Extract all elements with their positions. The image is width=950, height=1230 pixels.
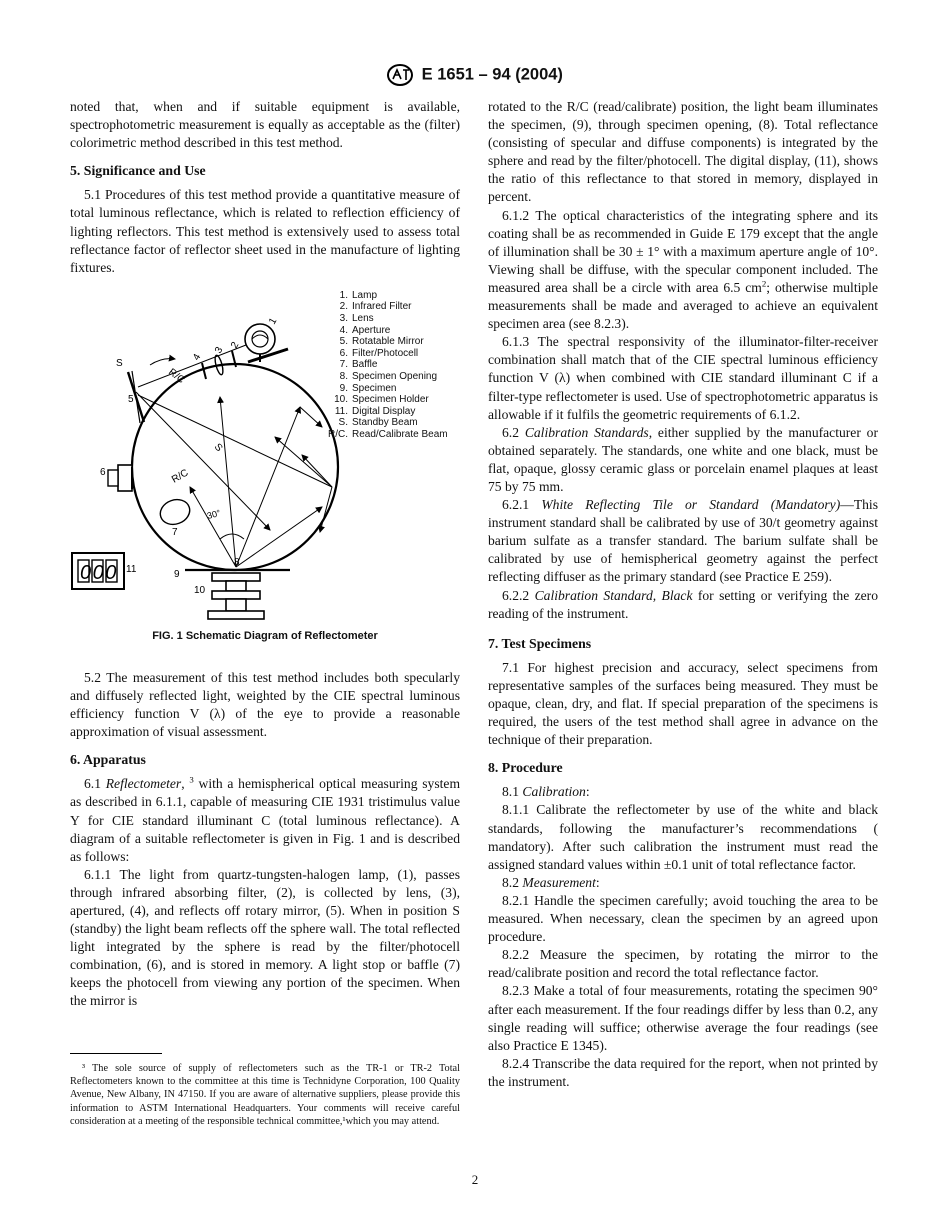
legend-item <box>328 359 448 371</box>
label-4: 4 <box>191 352 204 363</box>
page-header <box>0 64 950 86</box>
figure-caption: FIG. 1 Schematic Diagram of Reflectometer <box>152 629 378 642</box>
paragraph: noted that, when and if suitable equipment is available, spectrophotometric measurement is equally as acceptable as the (filter) colorimetric method described in this test method. <box>70 99 460 151</box>
legend-item <box>328 383 448 395</box>
legend-number: 3. <box>339 313 348 325</box>
paragraph: 8.2.3 Make a total of four measurements, rotating the specimen 90° after each measurement. If the four readings differ by less than 0.2, any single reading will suffice; otherwise average the four readings (see also Practice E 1345). <box>488 983 878 1053</box>
legend-label: Aperture <box>352 324 391 336</box>
legend-item <box>328 406 448 418</box>
legend-item <box>328 301 448 313</box>
astm-logo-icon <box>387 64 413 86</box>
paragraph: 8.2 Measurement: <box>502 874 600 890</box>
footnote-divider <box>70 1053 162 1054</box>
section-heading: 8. Procedure <box>488 760 563 776</box>
legend-item <box>328 325 448 337</box>
legend-number: 4. <box>339 324 348 336</box>
label-2: 2 <box>229 340 242 351</box>
paragraph: 6.2.2 Calibration Standard, Black for setting or verifying the zero reading of the instrument. <box>488 587 879 621</box>
display-readout: 000 <box>80 561 118 584</box>
paragraph: 8.2.2 Measure the specimen, by rotating the mirror to the read/calibrate position and record the total reflectance factor. <box>488 947 878 981</box>
legend-label: Baffle <box>352 359 378 371</box>
label-11: 11 <box>126 563 137 575</box>
label-angle: 30° <box>205 507 222 521</box>
legend-item <box>328 290 448 302</box>
legend-item <box>328 429 448 441</box>
legend-label: Digital Display <box>352 405 416 417</box>
legend-item <box>328 417 448 429</box>
legend-number: 6. <box>339 347 348 359</box>
legend-number: R/C. <box>328 428 348 440</box>
label-10: 10 <box>194 584 206 596</box>
right-column <box>488 98 878 1091</box>
legend-label: Filter/Photocell <box>352 347 419 359</box>
left-column <box>70 98 460 1011</box>
paragraph: 5.1 Procedures of this test method provide a quantitative measure of total luminous reflectance, which is related to reflection efficiency of lighting reflectors. This test method is extensively used to assess total reflectance factor of reflector sheet used in the manufacture of lighting fixtures. <box>70 187 460 275</box>
paragraph: 8.2.1 Handle the specimen carefully; avoid touching the area to be measured. When necessary, clean the specimen by an agreed upon procedure. <box>488 892 878 945</box>
legend-number: 1. <box>339 289 348 301</box>
legend-label: Standby Beam <box>352 417 418 429</box>
label-6: 6 <box>100 466 106 478</box>
paragraph: 5.2 The measurement of this test method includes both specularly and diffusely reflected light, weighted by the CIE spectral luminous efficiency function V (λ) of the eye to provide a reasonable approximation of visual assessment. <box>70 669 460 740</box>
section-heading: 5. Significance and Use <box>70 163 206 179</box>
legend-label: Lens <box>352 313 374 325</box>
paragraph: 6.2 Calibration Standards, either supplied by the manufacturer or obtained separately. The standards, one white and one black, must be flat, opaque, glossy ceramic glass or porcelain enamel plaques at least 75 by 75 mm. <box>488 424 879 494</box>
paragraph: 6.2.1 White Reflecting Tile or Standard (Mandatory)—This instrument standard shall be calibrated by use of 30/t geometry against barium sulfate as a transfer standard. The barium sulfate shall be calibrated by use of hemispherical geometry against the perfect reflecting diffuser as the primary standard (see Practice E 259). <box>488 497 878 585</box>
legend-number: 11. <box>334 405 348 417</box>
label-rc-beam: R/C <box>170 467 191 486</box>
legend-item <box>328 348 448 360</box>
designation: E 1651 – 94 (2004) <box>421 65 563 84</box>
figure-reflectometer <box>70 287 460 657</box>
label-rc: R/C <box>166 366 187 386</box>
label-1: 1 <box>267 316 280 327</box>
legend-number: 2. <box>339 301 348 313</box>
legend-label: Read/Calibrate Beam <box>352 428 448 440</box>
legend-number: 10. <box>334 394 348 406</box>
label-9: 9 <box>174 568 180 580</box>
legend-label: Specimen Holder <box>352 394 429 406</box>
label-8: 8 <box>234 556 240 568</box>
label-s-beam: S <box>211 441 225 454</box>
legend-label: Specimen Opening <box>352 371 438 382</box>
footnote: ³ The sole source of supply of reflectometers such as the TR-1 or TR-2 Total Reflectometers known to the committee at this time is Technidyne Corporation, 100 Quality Avenue, New Albany, IN 47150. If you are aware of alternative suppliers, please provide this information to ASTM International Headquarters. Your comments will receive careful consideration at a meeting of the responsible technical committee,¹which you may attend. <box>70 1063 460 1127</box>
legend-number: S. <box>338 417 348 429</box>
legend-label: Rotatable Mirror <box>352 336 424 348</box>
paragraph: rotated to the R/C (read/calibrate) position, the light beam illuminates the specimen, (9), through specimen opening, (8). Total reflectance (consisting of specular and diffuse components) is integrated by the sphere and read by the filter/photocell. The digital display, (11), shows the ratio of this reflectance to that stored in memory, displayed in percent. <box>488 99 878 205</box>
paragraph: 7.1 For highest precision and accuracy, select specimens from representative samples of the surfaces being measured. They must be opaque, clean, dry, and flat. If special preparation of the specimens is required, the users of the test method shall agree in advance on the technique of their preparation. <box>488 659 878 748</box>
label-s: S <box>116 357 123 369</box>
legend-label: Lamp <box>352 289 378 301</box>
legend-number: 5. <box>339 336 348 348</box>
section-heading: 6. Apparatus <box>70 752 146 768</box>
legend-item <box>328 313 448 325</box>
section-heading: 7. Test Specimens <box>488 635 592 651</box>
label-5: 5 <box>128 393 134 405</box>
legend-item <box>328 371 448 383</box>
label-3: 3 <box>213 345 226 356</box>
paragraph: 6.1.1 The light from quartz-tungsten-halogen lamp, (1), passes through infrared absorbing filter, (2), is collected by lens, (3), apertured, (4), and reflects off rotary mirror, (5). When in position S (standby) the light beam reflects off the sphere wall. The total reflected light integrated by the sphere is read by the filter/photocell combination, (6), and is stored in memory. A light stop or baffle (7) keeps the photocell from viewing any portion of the specimen. When the mirror is <box>70 866 460 1009</box>
paragraph: 6.1 Reflectometer, $^3$ with a hemispherical optical measuring system as described in 6.1.1, capable of measuring CIE 1931 tristimulus value Y for CIE standard illuminant C (total luminous reflectance). A diagram of a suitable reflectometer is given in Fig. 1 and is described as follows: <box>70 774 461 864</box>
paragraph: 8.1.1 Calibrate the reflectometer by use of the white and black standards, following the manufacturer’s recommendations ( mandatory). After such calibration the instrument must read the assigned standard values within ±0.1 unit of total reflectance factor. <box>488 802 878 872</box>
legend-item <box>328 394 448 406</box>
legend-item <box>328 336 448 348</box>
legend-number: 7. <box>339 359 348 371</box>
legend-number: 8. <box>339 371 348 382</box>
paragraph: 8.1 Calibration: <box>502 784 590 800</box>
page-number: 2 <box>471 1172 479 1187</box>
figure-legend <box>328 290 448 441</box>
label-7: 7 <box>172 526 178 538</box>
paragraph: 8.2.4 Transcribe the data required for the report, when not printed by the instrument. <box>488 1055 878 1089</box>
paragraph: 6.1.2 The optical characteristics of the integrating sphere and its coating shall be as recommended in Guide E 179 except that the angle of illumination shall be 30 ± 1° with a maximum aperture angle of 10°. Viewing shall be diffuse, with the specular component included. The measured area shall be a circle with area 6.5 $cm^2$; otherwise multiple measurements shall be made and averaged to achieve an equivalent specimen area (see 8.2.3). <box>488 207 878 332</box>
legend-number: 9. <box>339 382 348 394</box>
legend-label: Specimen <box>352 382 397 394</box>
paragraph: 6.1.3 The spectral responsivity of the illuminator-filter-receiver combination shall match that of the CIE spectral luminous efficiency function V (λ) when combined with CIE standard illuminant C if a filter-type reflectometer is used. Use of spectrophotometric apparatus is allowable if it fulfils the geometric requirements of 6.1.2. <box>488 334 878 422</box>
legend-label: Infrared Filter <box>352 301 412 313</box>
